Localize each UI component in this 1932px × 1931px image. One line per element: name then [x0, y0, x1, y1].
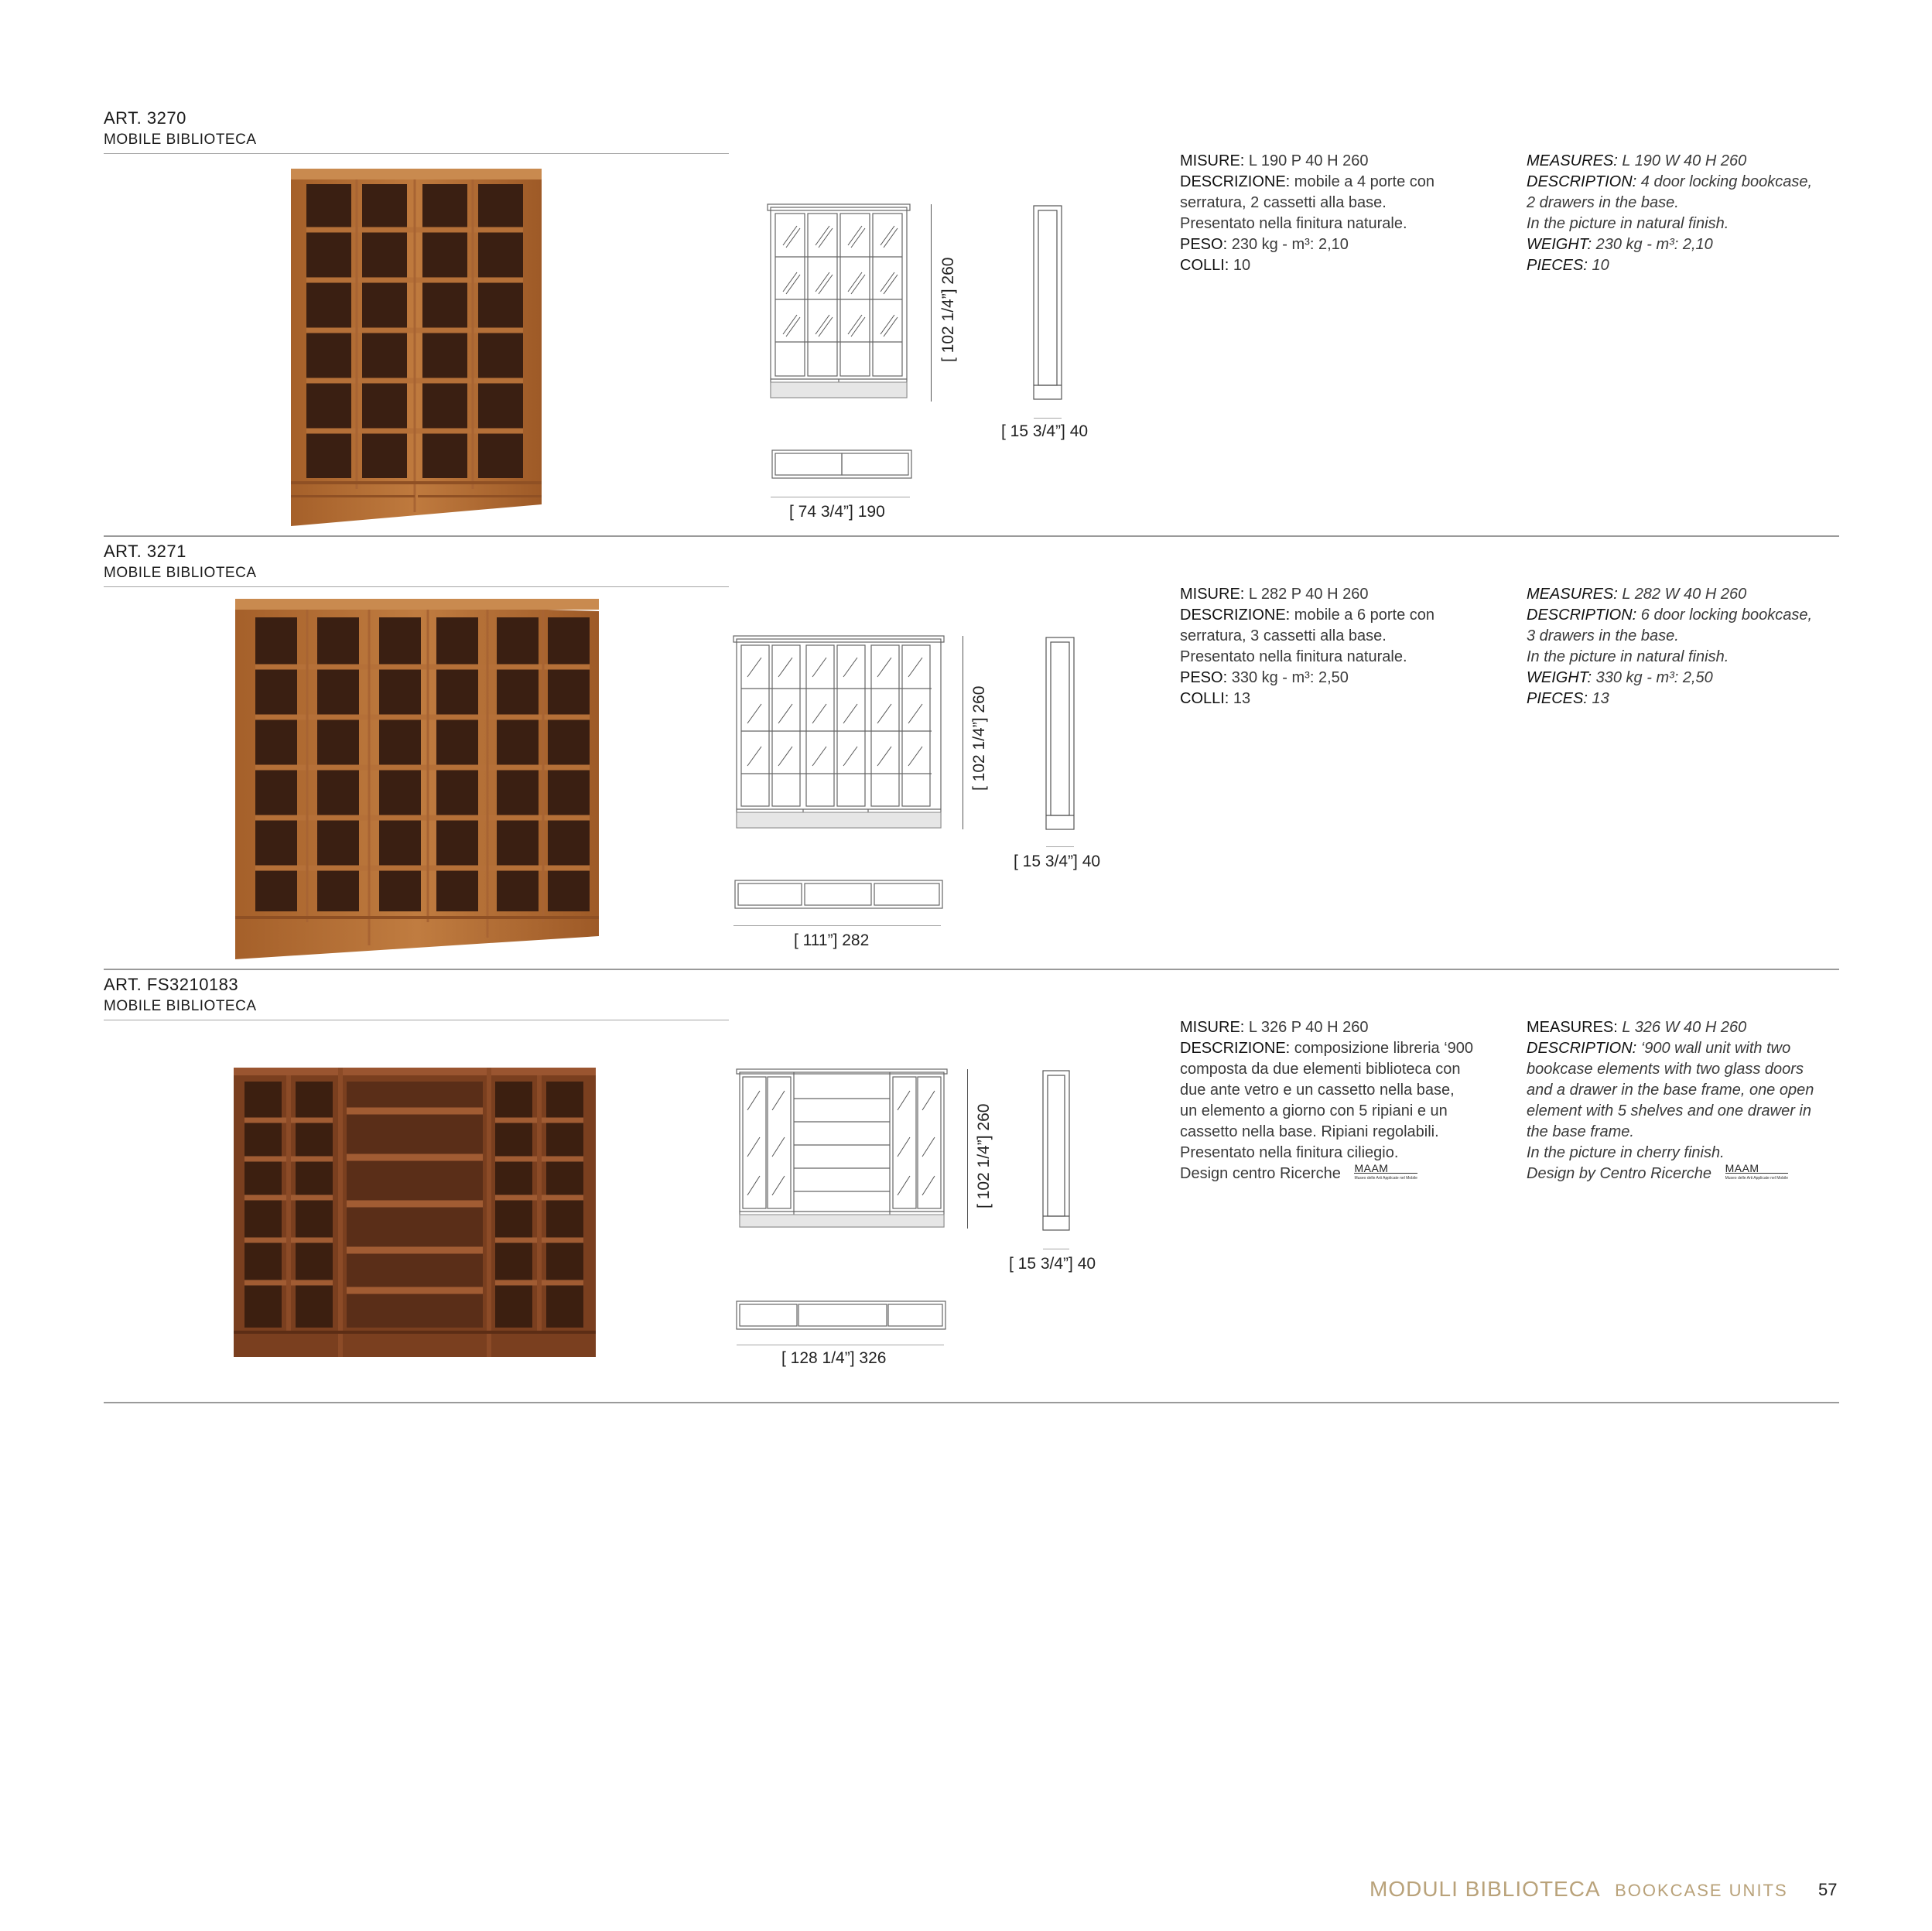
product-3-front-drawing — [735, 1068, 950, 1232]
spec-key: MEASURES: — [1527, 586, 1618, 603]
product-2-side-drawing — [1045, 636, 1077, 831]
product-3-photo — [232, 1066, 597, 1359]
spec-value: L 282 W 40 H 260 — [1617, 586, 1747, 603]
product-2-title-rule — [104, 586, 729, 587]
spec-value: 10 — [1587, 257, 1609, 274]
spec-line: cassetto nella base. Ripiani regolabili. — [1180, 1123, 1439, 1140]
spec-key: MISURE: — [1180, 586, 1245, 603]
maam-logo — [1354, 1164, 1417, 1183]
maam-logo-tagline: Museo delle Arti Applicate nel Mobile — [1354, 1176, 1417, 1181]
spec-line: Presentato nella finitura naturale. — [1180, 215, 1407, 232]
spec-line: un elemento a giorno con 5 ripiani e un — [1180, 1102, 1448, 1119]
spec-line: the base frame. — [1527, 1123, 1634, 1140]
page-number: 57 — [1818, 1880, 1838, 1899]
product-1-side-drawing — [1032, 204, 1065, 401]
spec-line: In the picture in cherry finish. — [1527, 1144, 1725, 1161]
spec-value: mobile a 6 porte con — [1290, 607, 1435, 624]
spec-key: PIECES: — [1527, 257, 1588, 274]
product-2-depth-line — [1046, 846, 1074, 847]
footer-title: MODULI BIBLIOTECA — [1369, 1877, 1601, 1901]
maam-logo-text: MAAM — [1354, 1164, 1417, 1174]
spec-key: COLLI: — [1180, 257, 1229, 274]
product-1-subtitle: MOBILE BIBLIOTECA — [104, 132, 257, 148]
spec-key: MISURE: — [1180, 152, 1245, 169]
spec-line: bookcase elements with two glass doors — [1527, 1061, 1804, 1078]
spec-line: Design by Centro Ricerche — [1527, 1165, 1711, 1182]
spec-value: L 326 P 40 H 260 — [1244, 1019, 1369, 1036]
spec-line: In the picture in natural finish. — [1527, 215, 1729, 232]
spec-value: L 190 P 40 H 260 — [1244, 152, 1369, 169]
spec-key: PESO: — [1180, 236, 1228, 253]
product-1-spec-it — [1180, 151, 1489, 276]
spec-line: serratura, 3 cassetti alla base. — [1180, 627, 1387, 644]
product-2-spec-en — [1527, 584, 1852, 709]
product-3-width-dim: [ 128 1/4”] 326 — [781, 1349, 887, 1367]
spec-key: MISURE: — [1180, 1019, 1245, 1036]
spec-key: DESCRIZIONE: — [1180, 1040, 1291, 1057]
product-1-photo — [288, 164, 543, 528]
spec-line: 3 drawers in the base. — [1527, 627, 1679, 644]
spec-line: serratura, 2 cassetti alla base. — [1180, 194, 1387, 211]
spec-key: DESCRIZIONE: — [1180, 173, 1291, 190]
product-3-art-number: ART. FS3210183 — [104, 975, 239, 994]
spec-value: 13 — [1229, 690, 1251, 707]
product-2-width-line — [733, 925, 941, 926]
product-2-photo — [232, 597, 600, 961]
spec-key: DESCRIPTION: — [1527, 607, 1637, 624]
spec-value: L 282 P 40 H 260 — [1244, 586, 1369, 603]
spec-line: and a drawer in the base frame, one open — [1527, 1082, 1814, 1099]
product-3-top-drawing — [735, 1300, 947, 1331]
spec-line: due ante vetro e un cassetto nella base, — [1180, 1082, 1455, 1099]
spec-key: DESCRIPTION: — [1527, 1040, 1637, 1057]
spec-line: In the picture in natural finish. — [1527, 648, 1729, 665]
spec-value: mobile a 4 porte con — [1290, 173, 1435, 190]
product-1-front-drawing — [766, 203, 913, 404]
product-1-width-dim: [ 74 3/4”] 190 — [789, 503, 885, 521]
spec-value: 230 kg - m³: 2,10 — [1592, 236, 1713, 253]
product-1-spec-en — [1527, 151, 1852, 276]
spec-line: Design centro Ricerche — [1180, 1165, 1341, 1182]
footer — [1369, 1877, 1788, 1902]
spec-line: 2 drawers in the base. — [1527, 194, 1679, 211]
product-1-depth-dim: [ 15 3/4”] 40 — [1001, 422, 1089, 440]
spec-value: 6 door locking bookcase, — [1636, 607, 1813, 624]
product-3-spec-it — [1180, 1017, 1505, 1184]
spec-value: ‘900 wall unit with two — [1636, 1040, 1791, 1057]
product-1-depth-line — [1034, 418, 1062, 419]
section-divider — [104, 1402, 1839, 1403]
spec-value: 4 door locking bookcase, — [1636, 173, 1813, 190]
spec-key: PESO: — [1180, 669, 1228, 686]
spec-key: WEIGHT: — [1527, 669, 1592, 686]
product-3-subtitle: MOBILE BIBLIOTECA — [104, 998, 257, 1014]
product-1-top-drawing — [771, 449, 913, 480]
product-2-width-dim: [ 111”] 282 — [794, 931, 870, 949]
spec-value: 330 kg - m³: 2,50 — [1592, 669, 1713, 686]
spec-key: MEASURES: — [1527, 152, 1618, 169]
maam-logo-text: MAAM — [1725, 1164, 1788, 1174]
product-1-height-line — [931, 204, 932, 402]
spec-key: WEIGHT: — [1527, 236, 1592, 253]
spec-value: 330 kg - m³: 2,50 — [1227, 669, 1349, 686]
spec-line: Presentato nella finitura naturale. — [1180, 648, 1407, 665]
product-2-top-drawing — [733, 879, 944, 910]
spec-key: PIECES: — [1527, 690, 1588, 707]
product-2-art-number: ART. 3271 — [104, 542, 186, 561]
product-1-art-number: ART. 3270 — [104, 108, 186, 128]
spec-key: DESCRIPTION: — [1527, 173, 1637, 190]
spec-value: 13 — [1587, 690, 1609, 707]
product-3-side-drawing — [1041, 1069, 1072, 1232]
spec-key: COLLI: — [1180, 690, 1229, 707]
section-divider — [104, 535, 1839, 537]
product-3-spec-en — [1527, 1017, 1859, 1184]
spec-line: composta da due elementi biblioteca con — [1180, 1061, 1461, 1078]
spec-line: element with 5 shelves and one drawer in — [1527, 1102, 1811, 1119]
product-3-height-line — [967, 1069, 968, 1229]
product-2-depth-dim: [ 15 3/4”] 40 — [1014, 853, 1101, 870]
spec-value: L 326 W 40 H 260 — [1617, 1019, 1747, 1036]
product-1-title-rule — [104, 153, 729, 154]
spec-key: DESCRIZIONE: — [1180, 607, 1291, 624]
product-3-height-dim: [ 102 1/4”] 260 — [975, 1103, 993, 1208]
spec-value: composizione libreria ‘900 — [1290, 1040, 1474, 1057]
maam-logo — [1725, 1164, 1788, 1183]
footer-subtitle: BOOKCASE UNITS — [1615, 1881, 1788, 1900]
product-3-depth-dim: [ 15 3/4”] 40 — [1009, 1255, 1096, 1273]
spec-value: 230 kg - m³: 2,10 — [1227, 236, 1349, 253]
spec-value: 10 — [1229, 257, 1251, 274]
spec-key: MEASURES: — [1527, 1019, 1618, 1036]
maam-logo-tagline: Museo delle Arti Applicate nel Mobile — [1725, 1176, 1788, 1181]
product-2-height-dim: [ 102 1/4”] 260 — [970, 685, 988, 791]
product-2-subtitle: MOBILE BIBLIOTECA — [104, 565, 257, 581]
spec-value: L 190 W 40 H 260 — [1617, 152, 1747, 169]
section-divider — [104, 969, 1839, 970]
product-2-front-drawing — [732, 634, 947, 832]
spec-line: Presentato nella finitura ciliegio. — [1180, 1144, 1399, 1161]
product-1-height-dim: [ 102 1/4”] 260 — [939, 257, 957, 362]
product-2-spec-it — [1180, 584, 1489, 709]
